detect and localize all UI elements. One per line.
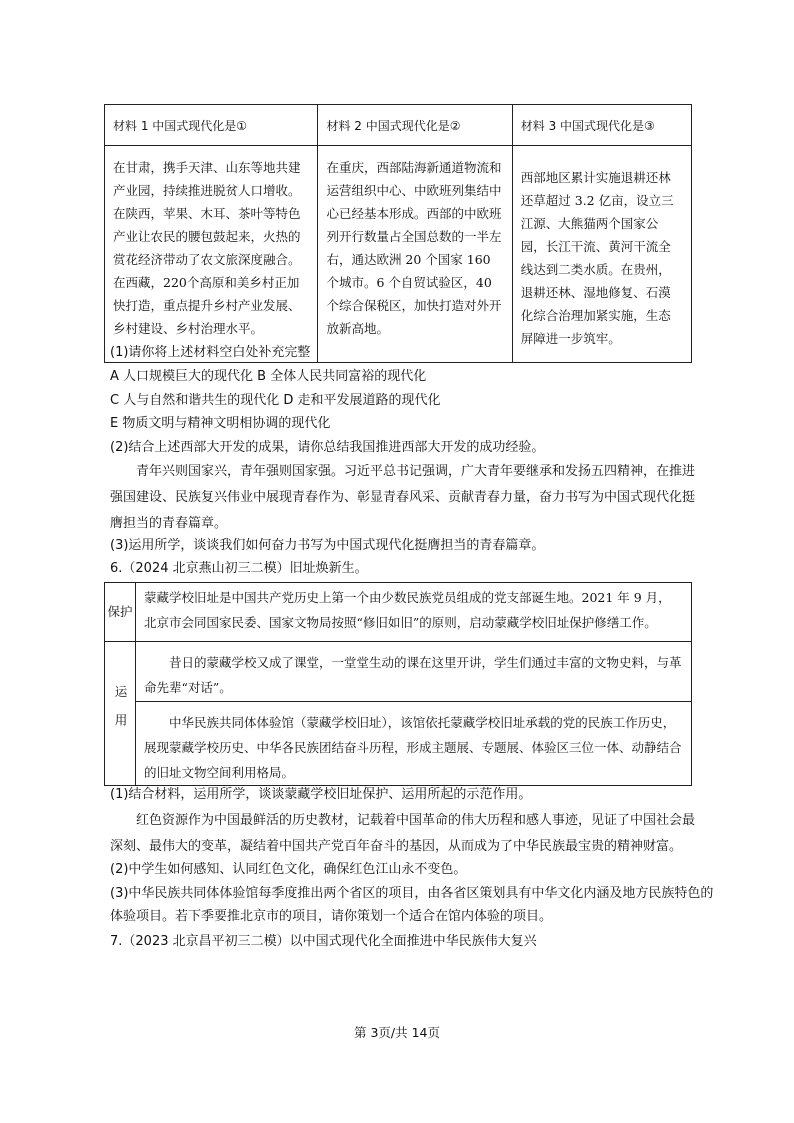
question-6-title: 6.（2024 北京燕山初三二模）旧址焕新生。 bbox=[110, 561, 368, 576]
materials-table bbox=[104, 104, 692, 363]
red-resources-paragraph: 红色资源作为中国最鲜活的历史教材，记载着中国革命的伟大历程和感人事迹，见证了中国社会最深刻、最伟大的变革，凝结着中国共产党百年奋斗的基因，从而成为了中华民族最宝贵的精神财富。 bbox=[110, 813, 696, 854]
question-6-2: (2)中学生如何感知、认同红色文化，确保红色江山永不变色。 bbox=[110, 862, 467, 877]
protect-label: 保护 bbox=[105, 583, 136, 642]
question-5-3: (3)运用所学，谈谈我们如何奋力书写为中国式现代化挺膺担当的青春篇章。 bbox=[110, 538, 545, 553]
option-e: E 物质文明与精神文明相协调的现代化 bbox=[110, 416, 331, 431]
question-6-3-line-2: 体验项目。若下季要推北京市的项目，请你策划一个适合在馆内体验的项目。 bbox=[110, 909, 553, 924]
question-5-2: (2)结合上述西部大开发的成果，请你总结我国推进西部大开发的成功经验。 bbox=[110, 440, 545, 455]
protect-text: 蒙藏学校旧址是中国共产党历史上第一个由少数民族党员组成的党支部诞生地。2021 年 9 月，北京市会同国家民委、国家文物局按照“修旧如旧”的原则，启动蒙藏学校旧址保护修缮工作。 bbox=[136, 583, 692, 642]
option-c-d: C 人与自然和谐共生的现代化 D 走和平发展道路的现代化 bbox=[110, 393, 441, 408]
material-1-header: 材料 1 中国式现代化是① bbox=[105, 105, 318, 146]
site-table bbox=[104, 582, 692, 786]
question-6-1: (1)结合材料，运用所学，谈谈蒙藏学校旧址保护、运用所起的示范作用。 bbox=[110, 787, 532, 802]
use-text-2: 中华民族共同体体验馆（蒙藏学校旧址），该馆依托蒙藏学校旧址承载的党的民族工作历史，展现蒙藏学校历史、中华各民族团结奋斗历程，形成主题展、专题展、体验区三位一体、动静结合的旧址文物空间利用格局。 bbox=[136, 702, 692, 786]
page-footer: 第 3页/共 14页 bbox=[353, 1025, 441, 1040]
material-3-header: 材料 3 中国式现代化是③ bbox=[512, 105, 691, 146]
question-7-title: 7.（2023 北京昌平初三二模）以中国式现代化全面推进中华民族伟大复兴 bbox=[110, 934, 537, 949]
material-2-header: 材料 2 中国式现代化是② bbox=[318, 105, 512, 146]
material-2-text: 在重庆，西部陆海新通道物流和运营组织中心、中欧班列集结中心已经基本形成。西部的中欧班列开行数量占全国总数的一半左右，通达欧洲 20 个国家 160 个城市。6 个自贸试验区，40 个综合保税区，加快打造对外开放新高地。 bbox=[318, 146, 512, 363]
use-label: 运用 bbox=[105, 642, 136, 786]
material-3-text: 西部地区累计实施退耕还林还草超过 3.2 亿亩，设立三江源、大熊猫两个国家公园，长江干流、黄河干流全线达到二类水质。在贵州，退耕还林、湿地修复、石漠化综合治理加紧实施，生态屏障进一步筑牢。 bbox=[512, 146, 691, 363]
question-6-3-line-1: (3)中华民族共同体体验馆每季度推出两个省区的项目，由各省区策划具有中华文化内涵及地方民族特色的 bbox=[110, 886, 714, 901]
material-1-text: 在甘肃，携手天津、山东等地共建产业园，持续推进脱贫人口增收。在陕西，苹果、木耳、茶叶等特色产业让农民的腰包鼓起来，火热的赏花经济带动了农文旅深度融合。在西藏，220个高原和美乡村正加快打造，重点提升乡村产业发展、乡村建设、乡村治理水平。 bbox=[105, 146, 318, 363]
question-5-1: (1)请你将上述材料空白处补充完整 bbox=[110, 345, 311, 360]
youth-paragraph: 青年兴则国家兴，青年强则国家强。习近平总书记强调，广大青年要继承和发扬五四精神，在推进强国建设、民族复兴伟业中展现青春作为、彰显青春风采、贡献青春力量，奋力书写为中国式现代化挺膺担当的青春篇章。 bbox=[110, 464, 696, 531]
use-text-1: 昔日的蒙藏学校又成了课堂，一堂堂生动的课在这里开讲，学生们通过丰富的文物史料，与革命先辈“对话”。 bbox=[136, 642, 692, 702]
option-a-b: A 人口规模巨大的现代化 B 全体人民共同富裕的现代化 bbox=[110, 369, 427, 384]
